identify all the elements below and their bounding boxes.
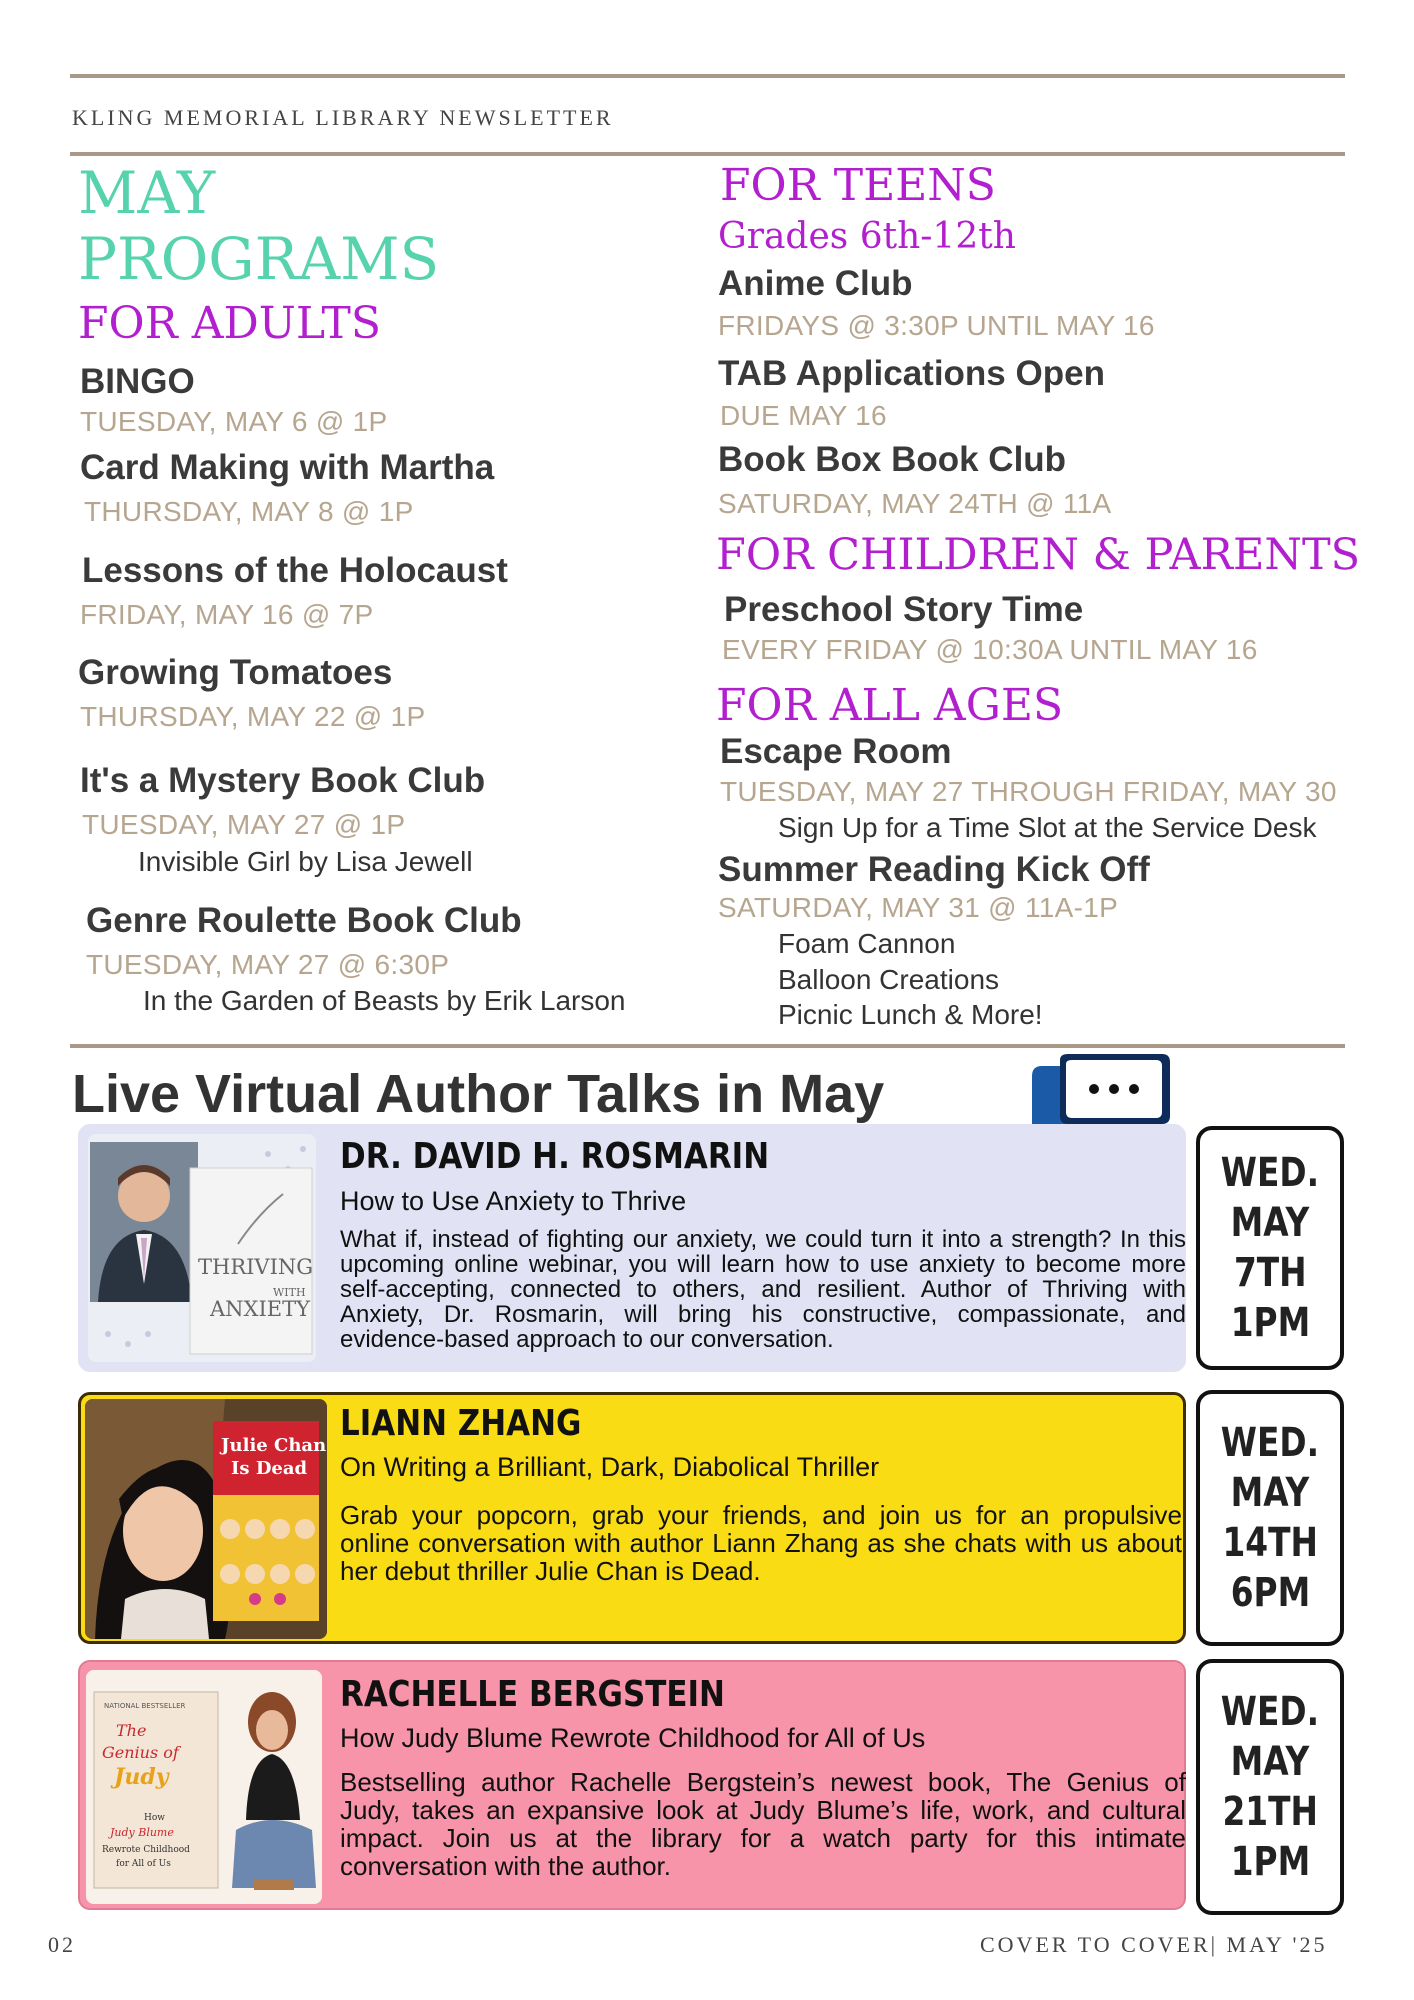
- svg-text:Judy Blume: Judy Blume: [110, 1826, 174, 1839]
- event-title: TAB Applications Open: [718, 354, 1105, 393]
- event-title: Growing Tomatoes: [78, 653, 393, 692]
- date-line: 21TH: [1222, 1789, 1318, 1835]
- event-title: It's a Mystery Book Club: [80, 761, 486, 800]
- event-note: Sign Up for a Time Slot at the Service Desk: [778, 812, 1317, 843]
- author-book-image: [85, 1399, 327, 1639]
- author-talks-title: Live Virtual Author Talks in May: [72, 1064, 885, 1124]
- talk-description: Grab your popcorn, grab your friends, and join us for an propulsive online conversation with author Liann Zhang as she chats with us about her debut thriller Julie Chan is Dead.: [340, 1500, 1182, 1586]
- svg-text:Rewrote Childhood: Rewrote Childhood: [102, 1845, 190, 1855]
- author-book-image: [86, 1670, 322, 1904]
- event-note: Invisible Girl by Lisa Jewell: [138, 846, 473, 877]
- talk-description: Bestselling author Rachelle Bergstein’s newest book, The Genius of Judy, takes an expansive look at Judy Blume’s life, work, and cultural impact. Join us at the library for a watch party for this intimate conversation with the author.: [340, 1767, 1186, 1881]
- date-line: WED.: [1220, 1689, 1320, 1735]
- date-line: WED.: [1220, 1420, 1320, 1466]
- svg-text:for All of Us: for All of Us: [116, 1859, 171, 1869]
- event-note: Foam Cannon: [778, 928, 956, 959]
- date-line: 14TH: [1222, 1520, 1318, 1566]
- teens-heading: FOR TEENS: [720, 160, 996, 211]
- event-date: THURSDAY, MAY 22 @ 1P: [80, 701, 426, 732]
- event-title: Card Making with Martha: [80, 448, 495, 487]
- date-line: MAY: [1230, 1200, 1310, 1246]
- svg-text:The: The: [116, 1721, 147, 1740]
- event-note: Picnic Lunch & More!: [778, 999, 1043, 1030]
- date-line: MAY: [1230, 1470, 1310, 1516]
- header-rule: [70, 152, 1345, 156]
- date-line: 6PM: [1230, 1570, 1310, 1616]
- talk-date-box: [1196, 1659, 1344, 1915]
- talk-description: What if, instead of fighting our anxiety, we could turn it into a strength? In this upcoming online webinar, you will learn how to use anxiety to become more self-accepting, connected to others, and resilient. Author of Thriving with Anxiety, Dr. Rosmarin, will bring his constructive, compassionate, and evidence-based approach to our conversation.: [340, 1226, 1186, 1353]
- event-title: Lessons of the Holocaust: [82, 551, 508, 590]
- author-name: LIANN ZHANG: [340, 1403, 582, 1444]
- date-line: 7TH: [1233, 1250, 1307, 1296]
- svg-text:Judy: Judy: [114, 1764, 169, 1790]
- event-date: TUESDAY, MAY 6 @ 1P: [80, 406, 388, 437]
- event-date: THURSDAY, MAY 8 @ 1P: [84, 496, 414, 527]
- event-date: TUESDAY, MAY 27 @ 1P: [82, 809, 406, 840]
- talk-title: How to Use Anxiety to Thrive: [340, 1186, 687, 1216]
- event-title: Summer Reading Kick Off: [718, 850, 1150, 889]
- event-date: SATURDAY, MAY 24TH @ 11A: [718, 488, 1112, 519]
- svg-text:ANXIETY: ANXIETY: [210, 1297, 310, 1321]
- adults-heading: FOR ADULTS: [78, 298, 381, 349]
- event-note: Balloon Creations: [778, 964, 1000, 995]
- event-date: DUE MAY 16: [720, 400, 887, 431]
- section-rule: [70, 1044, 1345, 1048]
- date-line: MAY: [1230, 1739, 1310, 1785]
- talk-date-box: [1196, 1126, 1344, 1370]
- event-date: TUESDAY, MAY 27 @ 6:30P: [86, 949, 450, 980]
- author-name: DR. DAVID H. ROSMARIN: [340, 1136, 770, 1177]
- svg-text:Genius of: Genius of: [102, 1743, 179, 1762]
- author-talk-card: [78, 1392, 1186, 1644]
- newsletter-name: KLING MEMORIAL LIBRARY NEWSLETTER: [72, 105, 614, 130]
- teens-subheading: Grades 6th-12th: [718, 216, 1016, 257]
- talk-title: On Writing a Brilliant, Dark, Diabolical Thriller: [340, 1452, 880, 1482]
- event-title: BINGO: [80, 362, 195, 401]
- programs-title-line2: PROGRAMS: [78, 225, 440, 293]
- svg-text:NATIONAL BESTSELLER: NATIONAL BESTSELLER: [104, 1702, 186, 1710]
- date-line: 1PM: [1230, 1300, 1310, 1346]
- svg-text:WITH: WITH: [273, 1286, 306, 1299]
- svg-text:How: How: [144, 1813, 165, 1823]
- event-note: In the Garden of Beasts by Erik Larson: [143, 985, 626, 1016]
- event-date: TUESDAY, MAY 27 THROUGH FRIDAY, MAY 30: [720, 776, 1337, 807]
- page-number: 02: [48, 1932, 76, 1957]
- svg-text:THRIVING: THRIVING: [198, 1255, 314, 1279]
- author-talk-card: [78, 1660, 1186, 1910]
- svg-text:Julie Chan: Julie Chan: [221, 1435, 327, 1456]
- event-title: Book Box Book Club: [718, 440, 1067, 479]
- event-title: Anime Club: [718, 264, 913, 303]
- author-book-image: [88, 1134, 316, 1362]
- event-title: Preschool Story Time: [724, 590, 1084, 629]
- talk-date-box: [1196, 1390, 1344, 1646]
- event-date: FRIDAYS @ 3:30P UNTIL MAY 16: [718, 310, 1155, 341]
- event-date: FRIDAY, MAY 16 @ 7P: [80, 599, 374, 630]
- all-ages-heading: FOR ALL AGES: [716, 680, 1064, 731]
- publication-name: COVER TO COVER| MAY '25: [980, 1932, 1328, 1957]
- top-rule: [70, 74, 1345, 78]
- talk-title: How Judy Blume Rewrote Childhood for All of Us: [340, 1723, 926, 1753]
- event-title: Genre Roulette Book Club: [86, 901, 522, 940]
- event-date: SATURDAY, MAY 31 @ 11A-1P: [718, 892, 1119, 923]
- date-line: WED.: [1220, 1150, 1320, 1196]
- children-heading: FOR CHILDREN & PARENTS: [716, 530, 1361, 580]
- programs-title-line1: MAY: [78, 159, 216, 227]
- author-name: RACHELLE BERGSTEIN: [340, 1674, 725, 1715]
- svg-text:Is Dead: Is Dead: [231, 1458, 308, 1479]
- date-line: 1PM: [1230, 1839, 1310, 1885]
- event-title: Escape Room: [720, 732, 952, 771]
- author-talk-card: [78, 1124, 1186, 1372]
- event-date: EVERY FRIDAY @ 10:30A UNTIL MAY 16: [722, 634, 1258, 665]
